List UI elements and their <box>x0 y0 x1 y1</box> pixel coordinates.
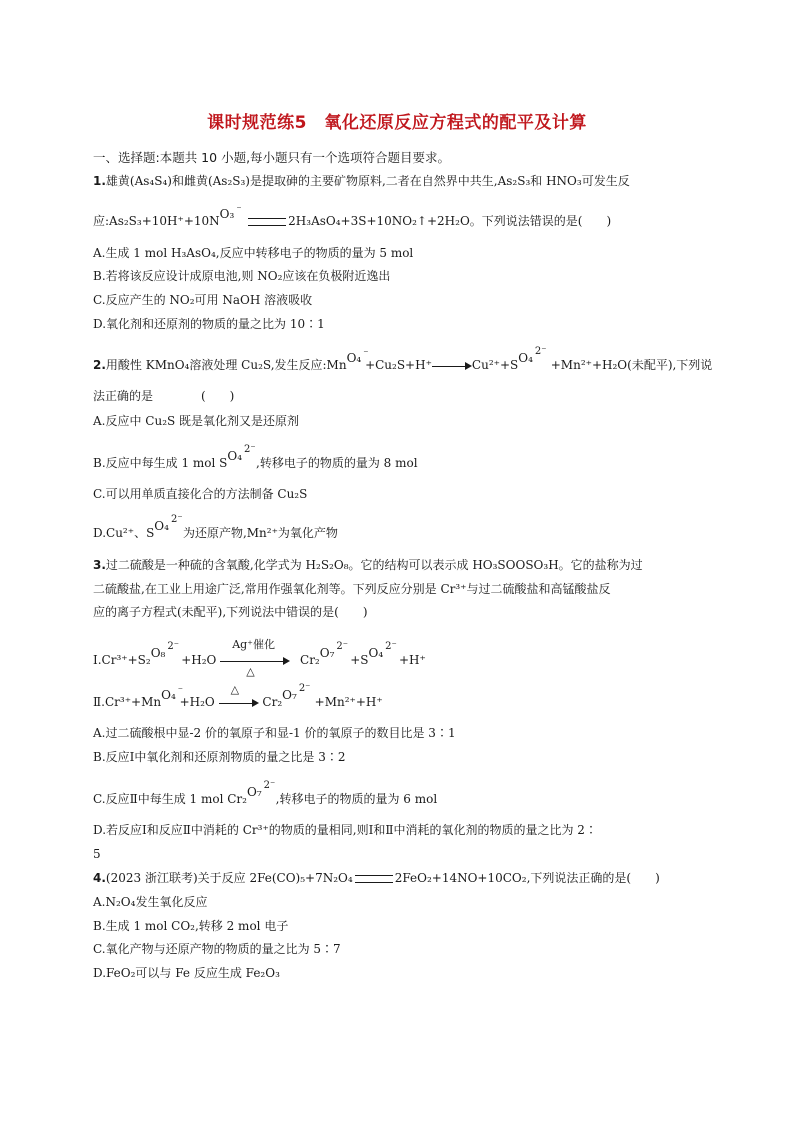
q2-option-c[interactable]: C.可以用单质直接化合的方法制备 Cu₂S <box>93 487 308 501</box>
q3-eq1-product-1: Cr₂ <box>300 653 320 667</box>
q1-ion-no3: O₃ ⁻ <box>219 205 242 221</box>
q3-option-c[interactable] <box>93 780 438 807</box>
q3-eq2-reactant-1: Ⅱ.Cr³⁺+Mn <box>93 695 162 709</box>
q3-eq1-reactant-1: Ⅰ.Cr³⁺+S₂ <box>93 653 151 667</box>
reaction-arrow <box>432 361 472 371</box>
q1-stem-1: 雄黄(As₄S₄)和雌黄(As₂S₃)是提取砷的主要矿物原料,二者在自然界中共生,As₂S₃和 HNO₃可发生反 <box>105 174 630 188</box>
q3-eq2-reactant-2: +H₂O <box>179 695 215 709</box>
q3-eq1-reactant-2: +H₂O <box>181 653 217 667</box>
q1-line-2 <box>93 205 612 229</box>
q4-stem-1a: (2023 浙江联考)关于反应 2Fe(CO)₅+7N₂O₄ <box>105 871 353 885</box>
q4-number: 4. <box>93 871 106 885</box>
q3-eq1-ion-s2o8: O₈ 2⁻ <box>150 641 179 660</box>
q2-ion-mno4: O₄ ⁻ <box>346 349 369 365</box>
q2-option-d-text-1: D.Cu²⁺、S <box>93 526 155 540</box>
q2-option-a[interactable]: A.反应中 Cu₂S 既是氧化剂又是还原剂 <box>93 414 300 428</box>
q3-equation-2 <box>93 682 383 710</box>
q3-number: 3. <box>93 558 106 572</box>
q3-equation-1 <box>93 637 426 678</box>
q2-option-d[interactable] <box>93 514 338 541</box>
q2-ion-so4: O₄ 2⁻ <box>518 346 547 365</box>
q3-eq2-product-2: +Mn²⁺+H⁺ <box>314 695 383 709</box>
q3-option-b[interactable]: B.反应Ⅰ中氧化剂和还原剂物质的量之比是 3∶2 <box>93 750 346 764</box>
q3-option-d-continued: 5 <box>93 847 101 861</box>
q2-option-d-text-2: 为还原产物,Mn²⁺为氧化产物 <box>182 526 338 540</box>
q3-line-3: 应的离子方程式(未配平),下列说法中错误的是( ) <box>93 605 368 619</box>
q3-line-2: 二硫酸盐,在工业上用途广泛,常用作强氧化剂等。下列反应分别是 Cr³⁺与过二硫酸盐和高锰酸盐反 <box>93 582 611 596</box>
q2-option-d-ion: O₄ 2⁻ <box>154 514 183 533</box>
reaction-arrow-with-conditions: Ag⁺催化 △ <box>220 656 290 666</box>
q1-line-1 <box>93 173 630 189</box>
q2-line-1 <box>93 346 713 373</box>
q4-option-a[interactable]: A.N₂O₄发生氧化反应 <box>93 895 208 909</box>
q1-option-c[interactable]: C.反应产生的 NO₂可用 NaOH 溶液吸收 <box>93 293 313 307</box>
q2-stem-1b: +Cu₂S+H⁺ <box>365 358 432 372</box>
q4-option-b[interactable]: B.生成 1 mol CO₂,转移 2 mol 电子 <box>93 919 289 933</box>
q4-stem-1b: 2FeO₂+14NO+10CO₂,下列说法正确的是( ) <box>394 871 660 885</box>
q1-stem-2b: 2H₃AsO₄+3S+10NO₂↑+2H₂O。下列说法错误的是( ) <box>288 214 612 228</box>
q3-option-c-text-1: C.反应Ⅱ中每生成 1 mol Cr₂ <box>93 792 247 806</box>
q3-eq1-ion-so4: O₄ 2⁻ <box>368 641 397 660</box>
q1-ion-no3-charge: ⁻ <box>236 205 242 216</box>
equals-sign <box>355 875 393 883</box>
q1-number: 1. <box>93 174 106 188</box>
section-heading: 一、选择题:本题共 10 小题,每小题只有一个选项符合题目要求。 <box>93 150 451 165</box>
reaction-arrow-heated: △ <box>219 698 259 708</box>
q1-stem-2a: 应:As₂S₃+10H⁺+10N <box>93 214 220 228</box>
q1-option-a[interactable]: A.生成 1 mol H₃AsO₄,反应中转移电子的物质的量为 5 mol <box>93 246 414 260</box>
q2-option-b-text-1: B.反应中每生成 1 mol S <box>93 456 228 470</box>
q3-eq1-ion-cr2o7: O₇ 2⁻ <box>319 641 349 660</box>
q2-stem-1c: Cu²⁺+S <box>471 358 519 372</box>
q1-option-b[interactable]: B.若将该反应设计成原电池,则 NO₂应该在负极附近逸出 <box>93 269 391 283</box>
q3-eq2-product-1: Cr₂ <box>262 695 283 709</box>
q2-stem-1a: 用酸性 KMnO₄溶液处理 Cu₂S,发生反应:Mn <box>105 358 347 372</box>
q2-option-b[interactable] <box>93 444 418 471</box>
q3-eq1-product-2: +S <box>350 653 369 667</box>
q4-option-c[interactable]: C.氧化产物与还原产物的物质的量之比为 5∶7 <box>93 942 341 956</box>
q3-line-1 <box>93 557 643 573</box>
q3-option-c-ion: O₇ 2⁻ <box>246 780 276 799</box>
q1-option-d[interactable]: D.氧化剂和还原剂的物质的量之比为 10∶1 <box>93 317 325 331</box>
q3-option-c-text-2: ,转移电子的物质的量为 6 mol <box>275 792 438 806</box>
q3-eq2-ion-mno4: O₄ ⁻ <box>161 686 184 702</box>
q4-option-d[interactable]: D.FeO₂可以与 Fe 反应生成 Fe₂O₃ <box>93 966 280 980</box>
q2-option-b-ion: O₄ 2⁻ <box>227 444 256 463</box>
q2-line-2: 法正确的是 ( ) <box>93 389 235 403</box>
q3-eq2-ion-cr2o7: O₇ 2⁻ <box>282 683 311 702</box>
q2-option-b-text-2: ,转移电子的物质的量为 8 mol <box>256 456 418 470</box>
q2-stem-1d: +Mn²⁺+H₂O(未配平),下列说 <box>550 358 713 372</box>
q3-eq1-product-3: +H⁺ <box>399 653 426 667</box>
q3-stem-1: 过二硫酸是一种硫的含氧酸,化学式为 H₂S₂O₈。它的结构可以表示成 HO₃SOOSO₃H。它的盐称为过 <box>105 558 643 572</box>
q2-number: 2. <box>93 358 106 372</box>
q3-option-a[interactable]: A.过二硫酸根中显-2 价的氧原子和显-1 价的氧原子的数目比是 3∶1 <box>93 726 456 740</box>
equals-sign <box>248 218 286 226</box>
page-title: 课时规范练5 氧化还原反应方程式的配平及计算 <box>207 113 587 133</box>
q4-line-1 <box>93 870 660 886</box>
q3-option-d[interactable]: D.若反应Ⅰ和反应Ⅱ中消耗的 Cr³⁺的物质的量相同,则Ⅰ和Ⅱ中消耗的氧化剂的物质的量之比为 2∶ <box>93 823 597 837</box>
